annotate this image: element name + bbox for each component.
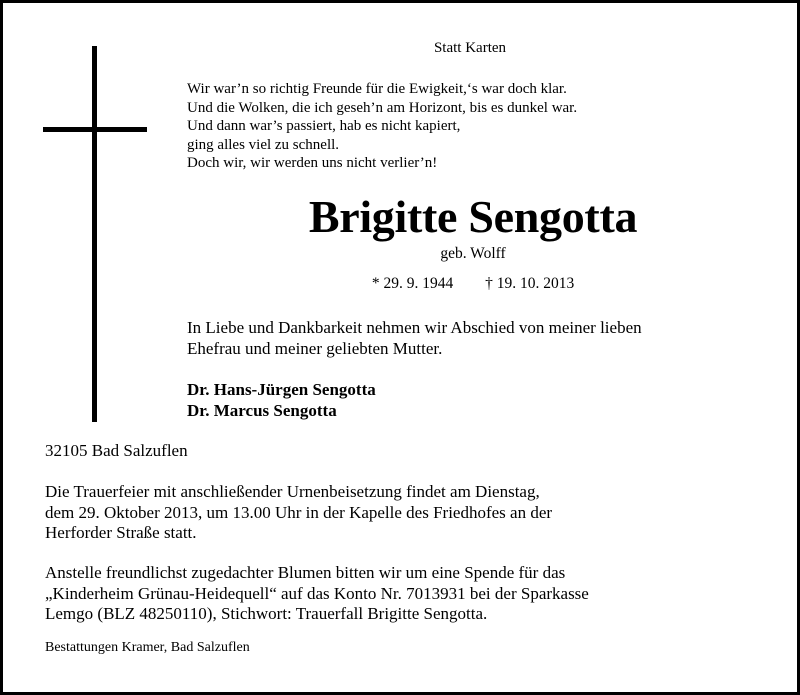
mourner-name: Dr. Hans-Jürgen Sengotta bbox=[187, 380, 376, 399]
farewell-line: Ehefrau und meiner geliebten Mutter. bbox=[187, 339, 443, 358]
poem-line: Doch wir, wir werden uns nicht verlier’n! bbox=[187, 155, 438, 171]
poem-line: ging alles viel zu schnell. bbox=[187, 136, 340, 153]
poem-line: Und dann war’s passiert, hab es nicht kapiert, bbox=[187, 118, 461, 134]
donation-line: Lemgo (BLZ 48250110), Stichwort: Trauerfall Brigitte Sengotta. bbox=[45, 604, 488, 623]
mourner-name: Dr. Marcus Sengotta bbox=[187, 401, 337, 420]
deceased-name: Brigitte Sengotta bbox=[308, 191, 638, 242]
mourners bbox=[187, 379, 376, 421]
funeral-home: Bestattungen Kramer, Bad Salzuflen bbox=[45, 640, 250, 655]
donation-line: Anstelle freundlichst zugedachter Blumen bitten wir um eine Spende für das bbox=[45, 563, 566, 582]
heading: Statt Karten bbox=[433, 40, 507, 56]
cross-vertical-bar bbox=[92, 46, 97, 422]
poem bbox=[187, 80, 577, 173]
birth-date: * 29. 9. 1944 bbox=[371, 275, 454, 292]
ceremony-line: Herforder Straße statt. bbox=[45, 523, 197, 542]
donation-line: „Kinderheim Grünau-Heidequell“ auf das Konto Nr. 7013931 bei der Sparkasse bbox=[45, 583, 589, 603]
city: 32105 Bad Salzuflen bbox=[45, 441, 188, 460]
ceremony-line: Die Trauerfeier mit anschließender Urnenbeisetzung findet am Dienstag, bbox=[45, 482, 540, 501]
death-date: † 19. 10. 2013 bbox=[485, 275, 575, 292]
life-dates bbox=[186, 275, 760, 293]
donation-text bbox=[45, 563, 589, 625]
farewell-line: In Liebe und Dankbarkeit nehmen wir Abschied von meiner lieben bbox=[187, 318, 642, 337]
cross-horizontal-bar bbox=[43, 127, 147, 132]
farewell-text bbox=[187, 317, 642, 359]
poem-line: Wir war’n so richtig Freunde für die Ewigkeit,‘s war doch klar. bbox=[187, 81, 567, 97]
ceremony-line: dem 29. Oktober 2013, um 13.00 Uhr in der Kapelle des Friedhofes an der bbox=[45, 502, 553, 522]
maiden-name: geb. Wolff bbox=[440, 245, 506, 262]
ceremony-text bbox=[45, 482, 552, 544]
poem-line: Und die Wolken, die ich geseh’n am Horizont, bis es dunkel war. bbox=[187, 99, 578, 116]
